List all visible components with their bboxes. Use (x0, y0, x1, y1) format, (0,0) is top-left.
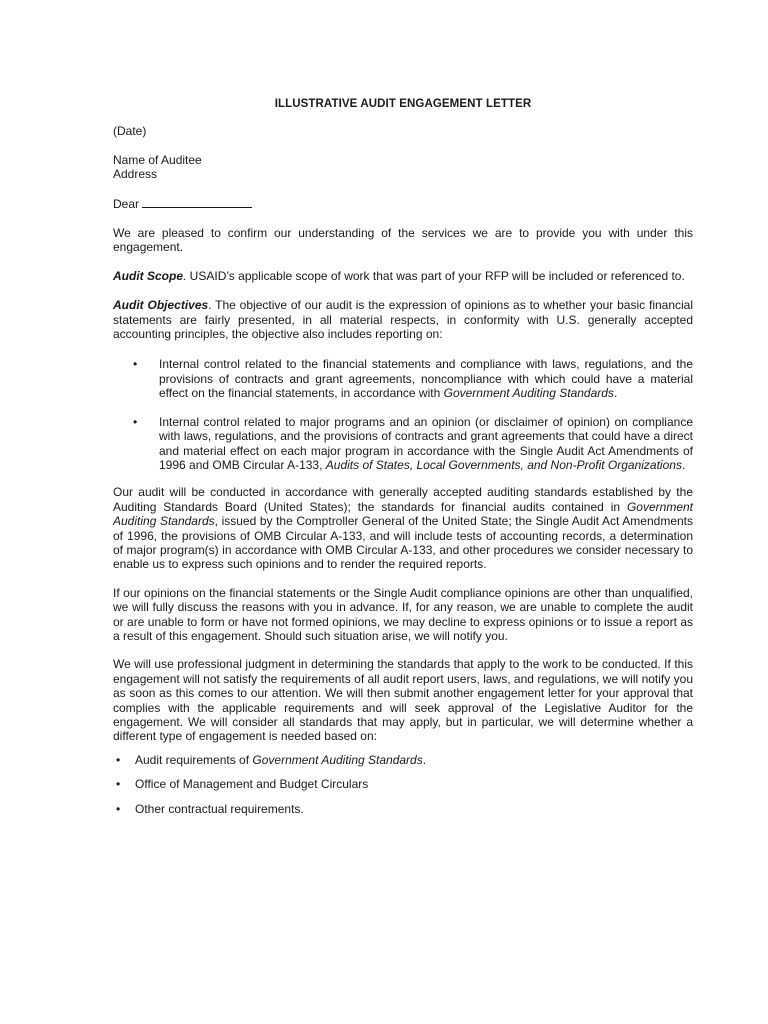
scope-text: . USAID’s applicable scope of work that was part of your RFP will be included or referenced to. (183, 268, 685, 283)
bullet-icon: • (116, 777, 121, 792)
objectives-heading: Audit Objectives (113, 298, 209, 313)
bullet-icon: • (133, 414, 138, 429)
scope-heading: Audit Scope (113, 268, 184, 283)
scope-paragraph (113, 269, 693, 283)
list-item: • Audit requirements of Government Auditing Standards. (116, 752, 427, 767)
bullet-icon: • (133, 357, 138, 372)
list-item: • Other contractual requirements. (116, 801, 304, 816)
intro-paragraph: We are pleased to confirm our understanding of the services we are to provide you with under this engagement. (113, 226, 693, 255)
auditee-name: Name of Auditee (113, 152, 202, 167)
objectives-paragraph (113, 298, 693, 341)
conduct-paragraph: Our audit will be conducted in accordance with generally accepted auditing standards established by the Auditing Standards Board (United States); the standards for financial audits contained in Government Auditing Standards, issued by the Comptroller General of the United State; the Single Audit Act Amendments of 1996, the provisions of OMB Circular A-133, and will include tests of accounting records, a determination of major program(s) in accordance with OMB Circular A-133, and other procedures we consider necessary to enable us to express such opinions and to render the required reports. (113, 485, 694, 572)
opinions-paragraph: If our opinions on the financial statements or the Single Audit compliance opinions are other than unqualified, we will fully discuss the reasons with you in advance. If, for any reason, we are unable to complete the audit or are unable to form or have not formed opinions, we may decline to express opinions or to issue a report as a result of this engagement. Should such situation arise, we will notify you. (113, 585, 693, 643)
letter-body (113, 97, 693, 826)
list-item: • Internal control related to the financial statements and compliance with laws, regulations, and the provisions of contracts and grant agreements, noncompliance with which could have a material effect on the financial statements, in accordance with Government Auditing Standards. (133, 357, 693, 401)
salutation-blank (142, 196, 252, 208)
auditee-address: Address (113, 167, 158, 182)
salutation-line (113, 196, 693, 211)
list-item: • Office of Management and Budget Circulars (116, 777, 369, 792)
list-item: • Internal control related to major programs and an opinion (or disclaimer of opinion) on compliance with laws, regulations, and the provisions of contracts and grant agreements that could have a direct and material effect on each major program in accordance with the Single Audit Act Amendments of 1996 and OMB Circular A-133, Audits of States, Local Governments, and Non-Profit Organizations. (133, 414, 693, 472)
date-line: (Date) (113, 124, 147, 139)
page-title: ILLUSTRATIVE AUDIT ENGAGEMENT LETTER (274, 98, 532, 110)
objectives-text: . The objective of our audit is the expression of opinions as to whether your basic financial statements are fairly presented, in all material respects, in conformity with U.S. generally accepted accounting principles, the objective also includes reporting on: (113, 298, 694, 342)
salutation: Dear (113, 196, 140, 211)
bullet-icon: • (116, 801, 121, 816)
objectives-list (113, 357, 693, 472)
requirements-list (113, 753, 693, 816)
bullet-icon: • (116, 752, 121, 767)
judgment-paragraph: We will use professional judgment in determining the standards that apply to the work to be conducted. If this engagement will not satisfy the requirements of all audit report users, laws, and regulations, we will notify you as soon as this comes to our attention. We will then submit another engagement letter for your approval that complies with the applicable requirements and will seek approval of the Legislative Auditor for the engagement. We will consider all standards that may apply, but in particular, we will determine whether a different type of engagement is needed based on: (113, 657, 693, 744)
